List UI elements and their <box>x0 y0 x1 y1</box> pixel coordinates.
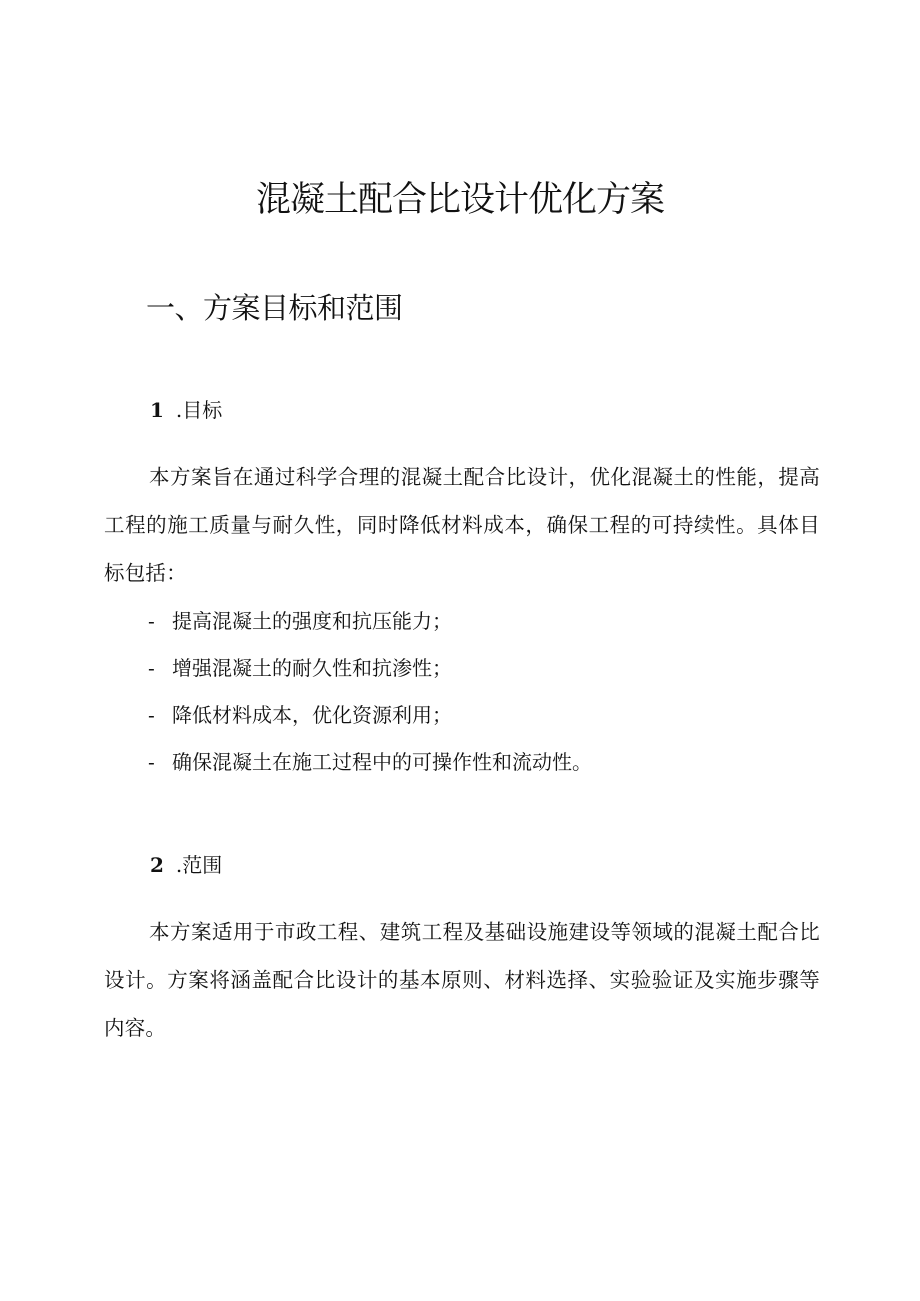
goal-number: 1 <box>150 398 164 422</box>
bullet-text: 降低材料成本，优化资源利用； <box>172 703 452 727</box>
list-item <box>148 598 592 645</box>
scope-paragraph: 本方案适用于市政工程、建筑工程及基础设施建设等领域的混凝土配合比设计。方案将涵盖配合比设计的基本原则、材料选择、实验验证及实施步骤等内容。 <box>104 920 820 1040</box>
scope-subheading <box>150 850 222 880</box>
list-item <box>148 692 592 739</box>
goal-subheading <box>150 395 222 425</box>
bullet-text: 确保混凝土在施工过程中的可操作性和流动性。 <box>172 750 592 774</box>
scope-number: 2 <box>150 853 164 877</box>
goal-bullet-list <box>148 598 592 786</box>
section-heading: 一、方案目标和范围 <box>146 291 403 325</box>
goal-label: .目标 <box>175 398 223 422</box>
scope-label: .范围 <box>175 853 223 877</box>
goal-paragraph: 本方案旨在通过科学合理的混凝土配合比设计，优化混凝土的性能，提高工程的施工质量与耐久性，同时降低材料成本，确保工程的可持续性。具体目标包括： <box>104 465 820 585</box>
list-item <box>148 645 592 692</box>
bullet-text: 增强混凝土的耐久性和抗渗性； <box>172 656 452 680</box>
bullet-text: 提高混凝土的强度和抗压能力； <box>172 609 452 633</box>
bullet-dash: - <box>148 609 155 633</box>
bullet-dash: - <box>148 656 155 680</box>
bullet-dash: - <box>148 750 155 774</box>
list-item <box>148 739 592 786</box>
bullet-dash: - <box>148 703 155 727</box>
document-title: 混凝土配合比设计优化方案 <box>255 180 664 220</box>
